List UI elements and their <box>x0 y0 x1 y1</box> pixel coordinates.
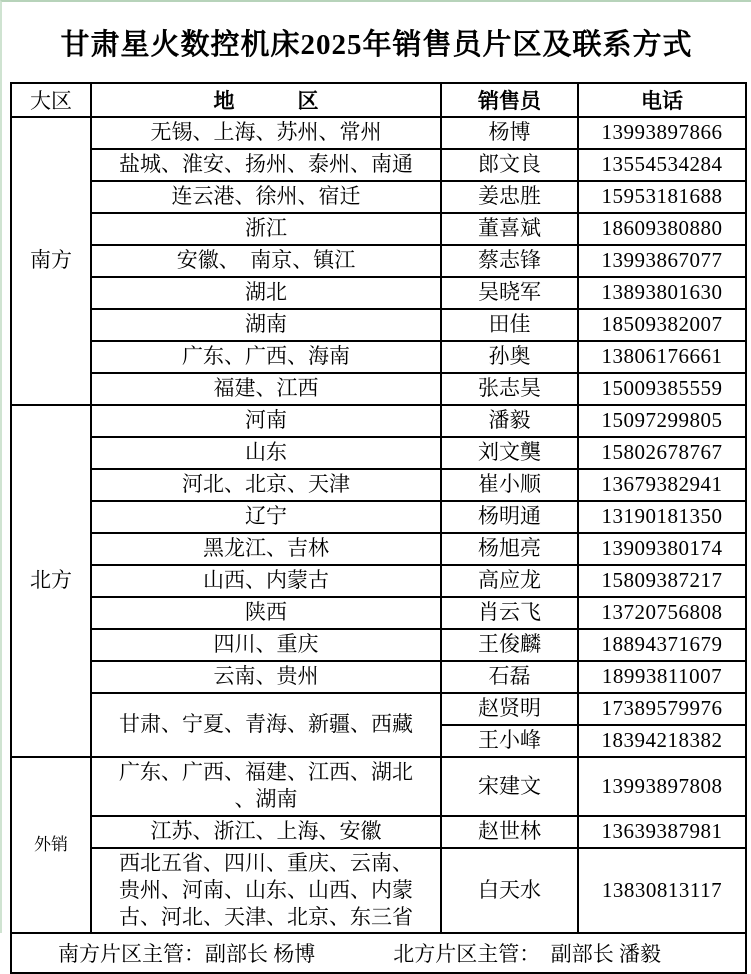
phone-cell: 13190181350 <box>578 501 746 533</box>
area-cell: 陕西 <box>91 597 441 629</box>
salesperson-cell: 蔡志锋 <box>441 245 578 277</box>
salesperson-cell: 田佳 <box>441 309 578 341</box>
area-cell: 无锡、上海、苏州、常州 <box>91 117 441 149</box>
table-row <box>11 245 746 277</box>
table-row <box>11 437 746 469</box>
area-cell: 安徽、 南京、镇江 <box>91 245 441 277</box>
salesperson-cell: 崔小顺 <box>441 469 578 501</box>
salesperson-cell: 郎文良 <box>441 149 578 181</box>
table-row <box>11 373 746 405</box>
table-body <box>11 117 746 933</box>
phone-cell: 18894371679 <box>578 629 746 661</box>
phone-cell: 13554534284 <box>578 149 746 181</box>
phone-cell: 18993811007 <box>578 661 746 693</box>
region-group-cell: 南方 <box>11 117 91 405</box>
table-header <box>11 83 746 117</box>
region-group-cell: 外销 <box>11 757 91 933</box>
salesperson-cell: 董喜斌 <box>441 213 578 245</box>
table-row <box>11 117 746 149</box>
table-row <box>11 405 746 437</box>
phone-cell: 18609380880 <box>578 213 746 245</box>
south-manager-note: 南方片区主管：副部长 杨博 <box>58 942 316 967</box>
phone-cell: 13720756808 <box>578 597 746 629</box>
salesperson-cell: 刘文龑 <box>441 437 578 469</box>
area-cell: 广东、广西、海南 <box>91 341 441 373</box>
sales-region-table <box>10 82 747 974</box>
salesperson-cell: 赵贤明 <box>441 693 578 725</box>
table-row <box>11 693 746 725</box>
footer-row <box>11 933 746 973</box>
managers-note <box>11 933 746 973</box>
page-title: 甘肃星火数控机床2025年销售员片区及联系方式 <box>60 28 693 61</box>
area-cell: 西北五省、四川、重庆、云南、 贵州、河南、山东、山西、内蒙 古、河北、天津、北京、东三省 <box>91 848 441 934</box>
column-header-salesperson: 销售员 <box>441 83 578 117</box>
phone-cell: 15802678767 <box>578 437 746 469</box>
area-cell: 河北、北京、天津 <box>91 469 441 501</box>
table-row <box>11 341 746 373</box>
column-header-region-group: 大区 <box>11 83 91 117</box>
area-cell: 甘肃、宁夏、青海、新疆、西藏 <box>91 693 441 757</box>
table-row <box>11 533 746 565</box>
phone-cell: 13909380174 <box>578 533 746 565</box>
phone-cell: 13806176661 <box>578 341 746 373</box>
table-row <box>11 469 746 501</box>
salesperson-cell: 杨旭亮 <box>441 533 578 565</box>
salesperson-cell: 杨博 <box>441 117 578 149</box>
header-row <box>11 83 746 117</box>
phone-cell: 18509382007 <box>578 309 746 341</box>
salesperson-cell: 吴晓军 <box>441 277 578 309</box>
salesperson-cell: 赵世林 <box>441 816 578 848</box>
table-row <box>11 597 746 629</box>
salesperson-cell: 孙奥 <box>441 341 578 373</box>
salesperson-cell: 宋建文 <box>441 757 578 816</box>
phone-cell: 13830813117 <box>578 848 746 934</box>
phone-cell: 15009385559 <box>578 373 746 405</box>
area-cell: 浙江 <box>91 213 441 245</box>
phone-cell: 15953181688 <box>578 181 746 213</box>
phone-cell: 13993867077 <box>578 245 746 277</box>
salesperson-cell: 王俊麟 <box>441 629 578 661</box>
north-manager-note: 北方片区主管： 副部长 潘毅 <box>393 942 661 967</box>
salesperson-cell: 王小峰 <box>441 725 578 757</box>
phone-cell: 13679382941 <box>578 469 746 501</box>
phone-cell: 13993897808 <box>578 757 746 816</box>
salesperson-cell: 潘毅 <box>441 405 578 437</box>
table-row <box>11 501 746 533</box>
area-cell: 福建、江西 <box>91 373 441 405</box>
phone-cell: 15809387217 <box>578 565 746 597</box>
table-row <box>11 181 746 213</box>
table-row <box>11 309 746 341</box>
area-cell: 云南、贵州 <box>91 661 441 693</box>
table-row <box>11 149 746 181</box>
phone-cell: 13639387981 <box>578 816 746 848</box>
salesperson-cell: 高应龙 <box>441 565 578 597</box>
table-row <box>11 565 746 597</box>
area-cell: 江苏、浙江、上海、安徽 <box>91 816 441 848</box>
column-header-phone: 电话 <box>578 83 746 117</box>
area-cell: 湖北 <box>91 277 441 309</box>
phone-cell: 18394218382 <box>578 725 746 757</box>
table-row <box>11 757 746 816</box>
salesperson-cell: 石磊 <box>441 661 578 693</box>
table-row <box>11 629 746 661</box>
table-row <box>11 277 746 309</box>
table-row <box>11 213 746 245</box>
region-group-cell: 北方 <box>11 405 91 757</box>
salesperson-cell: 白天水 <box>441 848 578 934</box>
phone-cell: 13893801630 <box>578 277 746 309</box>
phone-cell: 13993897866 <box>578 117 746 149</box>
phone-cell: 17389579976 <box>578 693 746 725</box>
area-cell: 连云港、徐州、宿迁 <box>91 181 441 213</box>
area-cell: 河南 <box>91 405 441 437</box>
area-cell: 山东 <box>91 437 441 469</box>
table-row <box>11 848 746 934</box>
column-header-area: 地 区 <box>91 83 441 117</box>
area-cell: 湖南 <box>91 309 441 341</box>
salesperson-cell: 姜忠胜 <box>441 181 578 213</box>
salesperson-cell: 张志昊 <box>441 373 578 405</box>
area-cell: 盐城、淮安、扬州、泰州、南通 <box>91 149 441 181</box>
area-cell: 黑龙江、吉林 <box>91 533 441 565</box>
area-cell: 山西、内蒙古 <box>91 565 441 597</box>
table-row <box>11 816 746 848</box>
table-footer <box>11 933 746 973</box>
area-cell: 辽宁 <box>91 501 441 533</box>
area-cell: 四川、重庆 <box>91 629 441 661</box>
salesperson-cell: 杨明通 <box>441 501 578 533</box>
phone-cell: 15097299805 <box>578 405 746 437</box>
salesperson-cell: 肖云飞 <box>441 597 578 629</box>
table-row <box>11 661 746 693</box>
area-cell: 广东、广西、福建、江西、湖北 、湖南 <box>91 757 441 816</box>
